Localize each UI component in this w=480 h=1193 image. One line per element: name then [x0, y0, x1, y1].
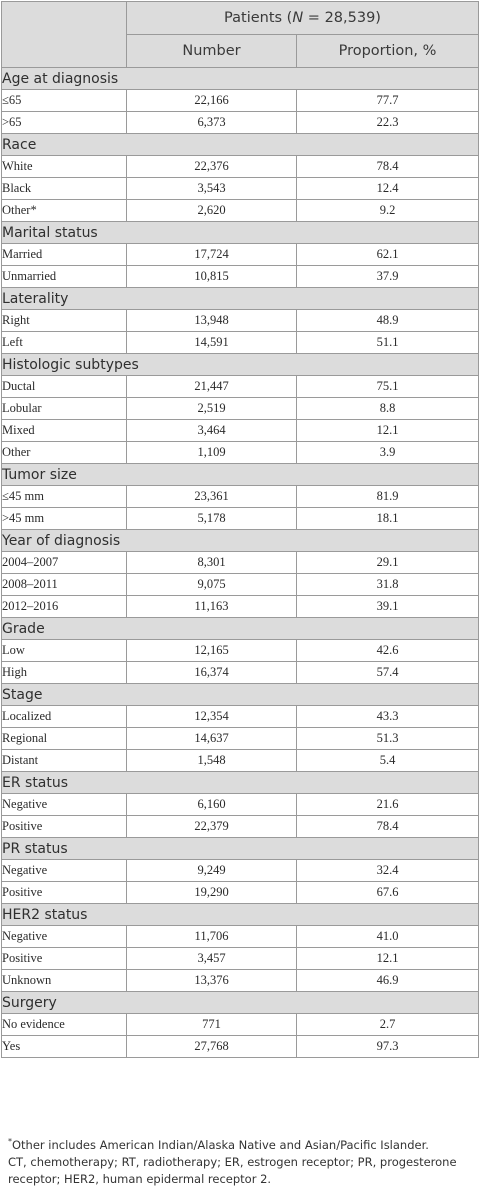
- row-proportion: 22.3: [297, 112, 479, 134]
- row-number: 17,724: [127, 244, 297, 266]
- row-number: 14,591: [127, 332, 297, 354]
- row-proportion: 29.1: [297, 552, 479, 574]
- row-number: 5,178: [127, 508, 297, 530]
- row-label: Distant: [2, 750, 127, 772]
- table-row: [2, 662, 479, 684]
- section-title: PR status: [2, 838, 479, 860]
- table-row: [2, 750, 479, 772]
- section-header-row: [2, 288, 479, 310]
- row-proportion: 97.3: [297, 1036, 479, 1058]
- row-proportion: 81.9: [297, 486, 479, 508]
- row-label: Other*: [2, 200, 127, 222]
- row-proportion: 39.1: [297, 596, 479, 618]
- row-label: Mixed: [2, 420, 127, 442]
- row-label: 2008–2011: [2, 574, 127, 596]
- row-proportion: 3.9: [297, 442, 479, 464]
- section-header-row: [2, 134, 479, 156]
- table-row: [2, 178, 479, 200]
- row-label: Localized: [2, 706, 127, 728]
- row-label: Ductal: [2, 376, 127, 398]
- row-label: Positive: [2, 816, 127, 838]
- row-number: 1,548: [127, 750, 297, 772]
- row-label: High: [2, 662, 127, 684]
- row-proportion: 32.4: [297, 860, 479, 882]
- footnote-other-text: Other includes American Indian/Alaska Native and Asian/Pacific Islander.: [12, 1137, 429, 1152]
- row-label: Negative: [2, 860, 127, 882]
- row-proportion: 78.4: [297, 156, 479, 178]
- table-row: [2, 970, 479, 992]
- row-number: 3,457: [127, 948, 297, 970]
- row-label: Married: [2, 244, 127, 266]
- row-proportion: 12.1: [297, 420, 479, 442]
- table-row: [2, 442, 479, 464]
- footnote-other: [8, 1133, 476, 1154]
- section-header-row: [2, 992, 479, 1014]
- section-title: Laterality: [2, 288, 479, 310]
- footnote-abbreviations: CT, chemotherapy; RT, radiotherapy; ER, estrogen receptor; PR, progesterone receptor; HER2, human epidermal receptor 2.: [8, 1154, 457, 1186]
- table-row: [2, 816, 479, 838]
- row-number: 9,075: [127, 574, 297, 596]
- row-number: 22,376: [127, 156, 297, 178]
- row-label: Regional: [2, 728, 127, 750]
- row-label: White: [2, 156, 127, 178]
- section-title: Histologic subtypes: [2, 354, 479, 376]
- table-row: [2, 90, 479, 112]
- row-label: Lobular: [2, 398, 127, 420]
- row-proportion: 51.1: [297, 332, 479, 354]
- footnotes: [8, 1133, 476, 1188]
- row-number: 10,815: [127, 266, 297, 288]
- table-row: [2, 882, 479, 904]
- row-proportion: 12.4: [297, 178, 479, 200]
- table-row: [2, 860, 479, 882]
- row-number: 23,361: [127, 486, 297, 508]
- row-number: 1,109: [127, 442, 297, 464]
- row-label: ≤45 mm: [2, 486, 127, 508]
- header-patients: [127, 2, 479, 35]
- row-label: Unknown: [2, 970, 127, 992]
- table-row: [2, 310, 479, 332]
- table-row: [2, 244, 479, 266]
- row-number: 22,379: [127, 816, 297, 838]
- row-label: Black: [2, 178, 127, 200]
- section-header-row: [2, 530, 479, 552]
- table-row: [2, 1036, 479, 1058]
- characteristics-table: [1, 1, 479, 1058]
- header-number: Number: [127, 35, 297, 68]
- table-row: [2, 706, 479, 728]
- section-title: Race: [2, 134, 479, 156]
- table-row: [2, 332, 479, 354]
- table-row: [2, 552, 479, 574]
- row-proportion: 42.6: [297, 640, 479, 662]
- row-proportion: 5.4: [297, 750, 479, 772]
- header-patients-n: N: [292, 10, 304, 26]
- section-header-row: [2, 354, 479, 376]
- row-number: 12,354: [127, 706, 297, 728]
- table-row: [2, 948, 479, 970]
- table-row: [2, 200, 479, 222]
- table-row: [2, 574, 479, 596]
- table-row: [2, 794, 479, 816]
- header-blank-cell: [2, 2, 127, 68]
- section-title: ER status: [2, 772, 479, 794]
- section-title: HER2 status: [2, 904, 479, 926]
- row-proportion: 41.0: [297, 926, 479, 948]
- row-label: ≤65: [2, 90, 127, 112]
- row-number: 3,543: [127, 178, 297, 200]
- row-number: 2,620: [127, 200, 297, 222]
- row-number: 19,290: [127, 882, 297, 904]
- row-proportion: 75.1: [297, 376, 479, 398]
- table-row: [2, 508, 479, 530]
- row-number: 3,464: [127, 420, 297, 442]
- row-proportion: 67.6: [297, 882, 479, 904]
- row-number: 14,637: [127, 728, 297, 750]
- row-proportion: 2.7: [297, 1014, 479, 1036]
- row-label: 2004–2007: [2, 552, 127, 574]
- section-title: Grade: [2, 618, 479, 640]
- section-title: Age at diagnosis: [2, 68, 479, 90]
- table-row: [2, 596, 479, 618]
- row-proportion: 21.6: [297, 794, 479, 816]
- section-title: Marital status: [2, 222, 479, 244]
- table-row: [2, 376, 479, 398]
- row-label: Other: [2, 442, 127, 464]
- table-row: [2, 398, 479, 420]
- row-proportion: 78.4: [297, 816, 479, 838]
- row-label: No evidence: [2, 1014, 127, 1036]
- row-label: Unmarried: [2, 266, 127, 288]
- section-header-row: [2, 838, 479, 860]
- header-row-group: [2, 2, 479, 35]
- row-label: Left: [2, 332, 127, 354]
- row-label: >65: [2, 112, 127, 134]
- row-proportion: 57.4: [297, 662, 479, 684]
- row-proportion: 48.9: [297, 310, 479, 332]
- row-number: 27,768: [127, 1036, 297, 1058]
- section-header-row: [2, 684, 479, 706]
- section-title: Year of diagnosis: [2, 530, 479, 552]
- table-body: [2, 68, 479, 1058]
- table-row: [2, 640, 479, 662]
- table-row: [2, 486, 479, 508]
- row-label: Right: [2, 310, 127, 332]
- row-label: Yes: [2, 1036, 127, 1058]
- section-header-row: [2, 772, 479, 794]
- row-number: 22,166: [127, 90, 297, 112]
- row-number: 12,165: [127, 640, 297, 662]
- row-number: 771: [127, 1014, 297, 1036]
- table-row: [2, 156, 479, 178]
- footnote-marker: *: [8, 1137, 12, 1146]
- row-proportion: 43.3: [297, 706, 479, 728]
- row-number: 8,301: [127, 552, 297, 574]
- section-header-row: [2, 222, 479, 244]
- row-label: Negative: [2, 926, 127, 948]
- row-number: 6,373: [127, 112, 297, 134]
- header-patients-prefix: Patients (: [224, 10, 293, 26]
- row-label: Negative: [2, 794, 127, 816]
- header-patients-suffix: = 28,539): [303, 10, 381, 26]
- section-header-row: [2, 904, 479, 926]
- section-title: Stage: [2, 684, 479, 706]
- table-row: [2, 420, 479, 442]
- section-header-row: [2, 464, 479, 486]
- header-proportion: Proportion, %: [297, 35, 479, 68]
- row-proportion: 37.9: [297, 266, 479, 288]
- row-label: Positive: [2, 882, 127, 904]
- row-number: 16,374: [127, 662, 297, 684]
- row-proportion: 51.3: [297, 728, 479, 750]
- row-number: 6,160: [127, 794, 297, 816]
- table-row: [2, 728, 479, 750]
- section-header-row: [2, 68, 479, 90]
- row-proportion: 12.1: [297, 948, 479, 970]
- row-label: Low: [2, 640, 127, 662]
- section-title: Surgery: [2, 992, 479, 1014]
- row-number: 21,447: [127, 376, 297, 398]
- row-number: 13,376: [127, 970, 297, 992]
- table-row: [2, 926, 479, 948]
- row-proportion: 18.1: [297, 508, 479, 530]
- row-label: >45 mm: [2, 508, 127, 530]
- table-row: [2, 266, 479, 288]
- row-number: 9,249: [127, 860, 297, 882]
- section-title: Tumor size: [2, 464, 479, 486]
- row-label: 2012–2016: [2, 596, 127, 618]
- row-number: 13,948: [127, 310, 297, 332]
- row-proportion: 31.8: [297, 574, 479, 596]
- row-proportion: 62.1: [297, 244, 479, 266]
- table-row: [2, 112, 479, 134]
- row-number: 11,706: [127, 926, 297, 948]
- row-number: 11,163: [127, 596, 297, 618]
- table-row: [2, 1014, 479, 1036]
- row-label: Positive: [2, 948, 127, 970]
- row-proportion: 46.9: [297, 970, 479, 992]
- row-proportion: 77.7: [297, 90, 479, 112]
- row-proportion: 8.8: [297, 398, 479, 420]
- row-number: 2,519: [127, 398, 297, 420]
- row-proportion: 9.2: [297, 200, 479, 222]
- section-header-row: [2, 618, 479, 640]
